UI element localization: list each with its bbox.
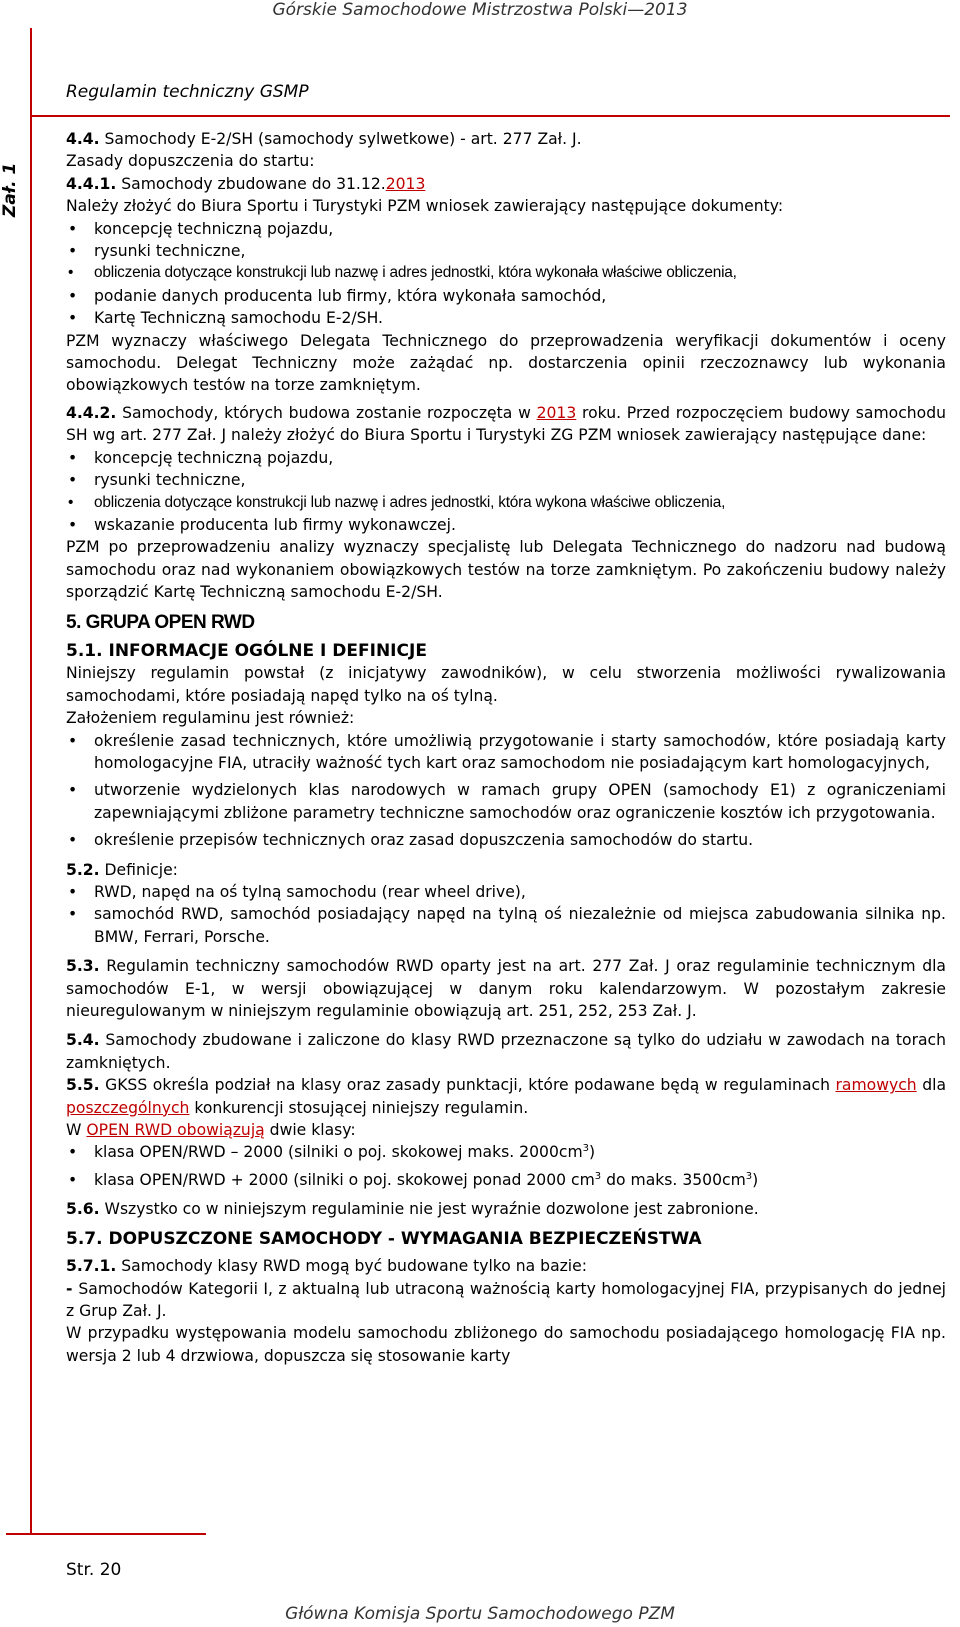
- section-title: Samochody E-2/SH (samochody sylwetkowe) - art. 277 Zał. J.: [99, 130, 582, 148]
- section-text: Wszystko co w niniejszym regulaminie nie jest wyraźnie dozwolone jest zabronione.: [99, 1200, 759, 1219]
- section-number: 5.5.: [66, 1076, 100, 1095]
- superscript: 3: [745, 1170, 753, 1182]
- classes-intro: [66, 1119, 946, 1141]
- section-text: GKSS określa podział na klasy oraz zasady punktacji, które podawane będą w regulaminach: [99, 1076, 836, 1095]
- section-heading: 5.7. DOPUSZCZONE SAMOCHODY - WYMAGANIA BEZPIECZEŃSTWA: [66, 1228, 702, 1249]
- list-item: • Kartę Techniczną samochodu E-2/SH.: [66, 307, 946, 329]
- year-link[interactable]: 2013: [536, 403, 577, 422]
- superscript: 3: [582, 1143, 590, 1155]
- paragraph: PZM wyznaczy właściwego Delegata Technicznego do przeprowadzenia weryfikacji dokumentów i oceny samochodu. Delegat Techniczny może zażądać np. dostarczenia opinii rzeczoznawcy lub wykonania obowiązkowych testów na torze zamkniętym.: [66, 331, 946, 395]
- class-text: ): [752, 1170, 759, 1189]
- section-heading: 5. GRUPA OPEN RWD: [66, 611, 255, 633]
- section-5-7-1: [66, 1255, 946, 1277]
- section-heading: 5.1. INFORMACJE OGÓLNE I DEFINICJE: [66, 640, 427, 661]
- section-text: Samochodów Kategorii I, z aktualną lub utraconą ważnością karty homologacyjnej FIA, przypisanych do jednej z Grup Zał. J.: [66, 1279, 946, 1320]
- section-5-6: [66, 1198, 946, 1220]
- poszczegolnych-link[interactable]: poszczególnych: [66, 1098, 190, 1117]
- list-item: • określenie przepisów technicznych oraz zasad dopuszczenia samochodów do startu.: [66, 829, 946, 851]
- section-number: 5.4.: [66, 1031, 100, 1050]
- section-text: W: [66, 1121, 87, 1140]
- footer-divider: [6, 1533, 206, 1535]
- section-text: Samochody zbudowane do 31.12.: [116, 174, 386, 193]
- list-item: • rysunki techniczne,: [66, 469, 946, 491]
- admission-rules-label: Zasady dopuszczenia do startu:: [66, 152, 315, 171]
- section-number: 5.6.: [66, 1200, 100, 1219]
- open-rwd-link[interactable]: OPEN RWD obowiązują: [86, 1121, 265, 1140]
- section-4-4-2: [66, 402, 946, 447]
- section-text: dwie klasy:: [264, 1121, 356, 1140]
- dash: -: [66, 1279, 79, 1298]
- section-text: roku. Przed rozpoczęciem budowy samochodu SH wg art. 277 Zał. J należy złożyć do Biura Sportu i Turystyki ZG PZM wniosek zawierający następujące dane:: [66, 403, 946, 445]
- section-number: 5.2.: [66, 860, 100, 879]
- document-footer: Główna Komisja Sportu Samochodowego PZM: [285, 1604, 675, 1624]
- section-text: konkurencji stosującej niniejszy regulamin.: [189, 1098, 529, 1117]
- list-item: • rysunki techniczne,: [66, 240, 946, 262]
- list-item: • samochód RWD, samochód posiadający napęd na tylną oś niezależnie od miejsca zabudowania silnika np. BMW, Ferrari, Porsche.: [66, 903, 946, 948]
- section-text: Samochody, których budowa zostanie rozpoczęta w: [116, 403, 537, 422]
- list-item: • obliczenia dotyczące konstrukcji lub nazwę i adres jednostki, która wykonała właściwe obliczenia,: [66, 262, 946, 284]
- paragraph: [66, 1278, 946, 1323]
- paragraph: Niniejszy regulamin powstał (z inicjatywy zawodników), w celu stworzenia możliwości rywalizowania samochodami, które posiadają napęd tylko na oś tylną.: [66, 664, 946, 705]
- section-number: 5.3.: [66, 957, 100, 976]
- list-item: • utworzenie wydzielonych klas narodowych w ramach grupy OPEN (samochody E1) z ograniczeniami zapewniającymi zbliżone parametry techniczne samochodów oraz ograniczenie kosztów ich przygotowania.: [66, 779, 946, 824]
- document-title: Regulamin techniczny GSMP: [66, 82, 309, 102]
- paragraph: Należy złożyć do Biura Sportu i Turystyki PZM wniosek zawierający następujące dokumenty:: [66, 197, 784, 216]
- class-text: klasa OPEN/RWD + 2000 (silniki o poj. skokowej ponad 2000 cm: [94, 1170, 595, 1189]
- list-item: • podanie danych producenta lub firmy, która wykonała samochód,: [66, 285, 946, 307]
- year-link[interactable]: 2013: [385, 174, 426, 193]
- section-number: 4.4.1.: [66, 174, 117, 193]
- section-number: 4.4.2.: [66, 403, 117, 422]
- section-4-4-1: [66, 173, 946, 195]
- list-item: • określenie zasad technicznych, które umożliwią przygotowanie i starty samochodów, które posiadają karty homologacyjne FIA, utraciły ważność tych kart oraz samochodom nie posiadającym kart homologacyjnych,: [66, 730, 946, 775]
- class-text: ): [589, 1143, 596, 1162]
- classes-list: [66, 1141, 946, 1191]
- paragraph: W przypadku występowania modelu samochodu zbliżonego do samochodu posiadającego homologację FIA np. wersja 2 lub 4 drzwiowa, dopuszcza się stosowanie karty: [66, 1324, 946, 1365]
- definitions-list: [66, 881, 946, 948]
- list-item-class-plus-2000: [66, 1169, 946, 1191]
- section-text: Samochody zbudowane i zaliczone do klasy RWD przeznaczone są tylko do udziału w zawodach na torach zamkniętych.: [66, 1031, 946, 1072]
- section-5-2: [66, 859, 946, 881]
- ramowych-link[interactable]: ramowych: [835, 1076, 917, 1095]
- list-item: • obliczenia dotyczące konstrukcji lub nazwę i adres jednostki, która wykona właściwe obliczenia,: [66, 492, 946, 514]
- section-5-4: [66, 1029, 946, 1074]
- page-number: Str. 20: [66, 1560, 122, 1580]
- section-5-3: [66, 955, 946, 1022]
- section-text: Regulamin techniczny samochodów RWD oparty jest na art. 277 Zał. J oraz regulaminie technicznym dla samochodów E-1, w wersji obowiązującej w danym roku kalendarzowym. W pozostałym zakresie nieuregulowanym w niniejszym regulaminie obowiązują art. 251, 252, 253 Zał. J.: [66, 957, 946, 1021]
- section-text: dla: [916, 1076, 946, 1095]
- class-text: klasa OPEN/RWD – 2000 (silniki o poj. skokowej maks. 2000cm: [94, 1143, 583, 1162]
- list-item: • RWD, napęd na oś tylną samochodu (rear wheel drive),: [66, 881, 946, 903]
- class-text: do maks. 3500cm: [601, 1170, 746, 1189]
- document-header-title: Górskie Samochodowe Mistrzostwa Polski—2013: [272, 0, 688, 20]
- section-number: 4.4.: [66, 130, 100, 148]
- section-text: Samochody klasy RWD mogą być budowane tylko na bazie:: [116, 1257, 587, 1276]
- header-divider: [30, 115, 950, 117]
- list-item: • wskazanie producenta lub firmy wykonawczej.: [66, 514, 946, 536]
- paragraph: PZM po przeprowadzeniu analizy wyznaczy specjalistę lub Delegata Technicznego do nadzoru nad budową samochodu oraz nad wykonaniem obowiązkowych testów na torze zamkniętym. Po zakończeniu budowy należy sporządzić Kartę Techniczną samochodu E-2/SH.: [66, 538, 946, 602]
- document-body: [66, 128, 946, 1367]
- section-title: Definicje:: [99, 860, 178, 879]
- document-list: [66, 218, 946, 330]
- section-number: 5.7.1.: [66, 1257, 117, 1276]
- document-list: [66, 447, 946, 537]
- section-5-5: [66, 1074, 946, 1119]
- paragraph: Założeniem regulaminu jest również:: [66, 709, 355, 728]
- section-4-4: [66, 128, 946, 150]
- list-item: • koncepcję techniczną pojazdu,: [66, 447, 946, 469]
- appendix-side-label: Zał. 1: [0, 162, 20, 218]
- superscript: 3: [594, 1170, 602, 1182]
- goals-list: [66, 730, 946, 852]
- list-item-class-2000: [66, 1141, 946, 1163]
- list-item: • koncepcję techniczną pojazdu,: [66, 218, 946, 240]
- margin-rule: [30, 28, 32, 1533]
